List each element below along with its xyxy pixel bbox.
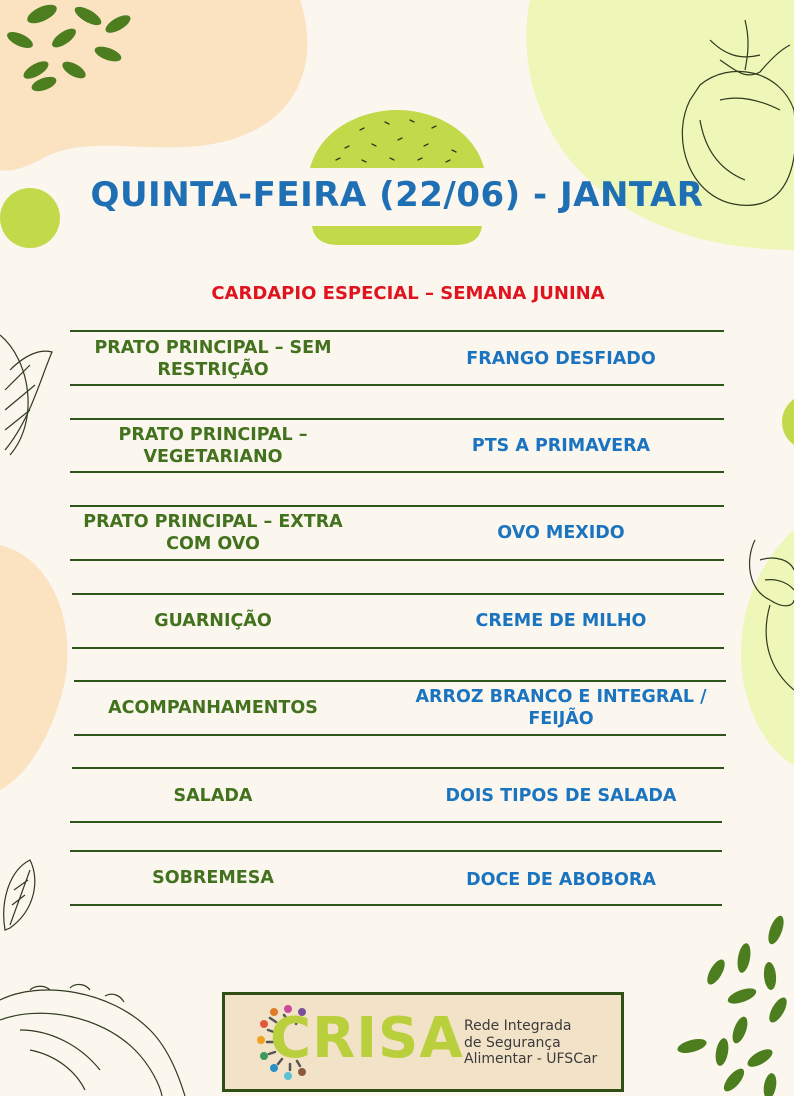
menu-value: PTS A PRIMAVERA — [471, 436, 651, 456]
menu-label: PRATO PRINCIPAL – VEGETARIANO — [118, 425, 308, 467]
row-divider — [72, 593, 724, 595]
menu-label: SALADA — [173, 786, 253, 806]
logo-line: Rede Integrada — [464, 1018, 572, 1034]
row-divider — [70, 471, 724, 473]
row-divider — [70, 384, 724, 386]
crisa-logo-subtitle — [464, 1018, 597, 1068]
menu-label: PRATO PRINCIPAL – SEM RESTRIÇÃO — [94, 338, 332, 380]
row-divider — [70, 505, 724, 507]
menu-subtitle: CARDAPIO ESPECIAL – SEMANA JUNINA — [211, 283, 605, 304]
row-divider — [70, 821, 722, 823]
crisa-logo-text: CRISA — [270, 1006, 464, 1071]
row-divider — [70, 418, 724, 420]
menu-label: PRATO PRINCIPAL – EXTRA COM OVO — [83, 512, 343, 554]
row-divider — [74, 734, 726, 736]
row-divider — [70, 850, 722, 852]
logo-line: Alimentar - UFSCar — [464, 1051, 598, 1067]
row-divider — [70, 330, 724, 332]
menu-value: DOCE DE ABOBORA — [466, 870, 656, 890]
menu-value: FRANGO DESFIADO — [466, 349, 656, 369]
menu-value: ARROZ BRANCO E INTEGRAL / FEIJÃO — [415, 687, 707, 729]
page-title: QUINTA-FEIRA (22/06) - JANTAR — [90, 175, 704, 215]
menu-value: DOIS TIPOS DE SALADA — [445, 786, 677, 806]
menu-value: OVO MEXIDO — [497, 523, 625, 543]
menu-value: CREME DE MILHO — [475, 611, 647, 631]
menu-label: ACOMPANHAMENTOS — [108, 698, 318, 718]
logo-line: de Segurança — [464, 1034, 561, 1051]
row-divider — [72, 647, 724, 649]
menu-label: SOBREMESA — [152, 868, 274, 888]
row-divider — [72, 767, 724, 769]
row-divider — [74, 680, 726, 682]
row-divider — [70, 904, 722, 906]
row-divider — [70, 559, 724, 561]
menu-label: GUARNIÇÃO — [154, 611, 272, 631]
